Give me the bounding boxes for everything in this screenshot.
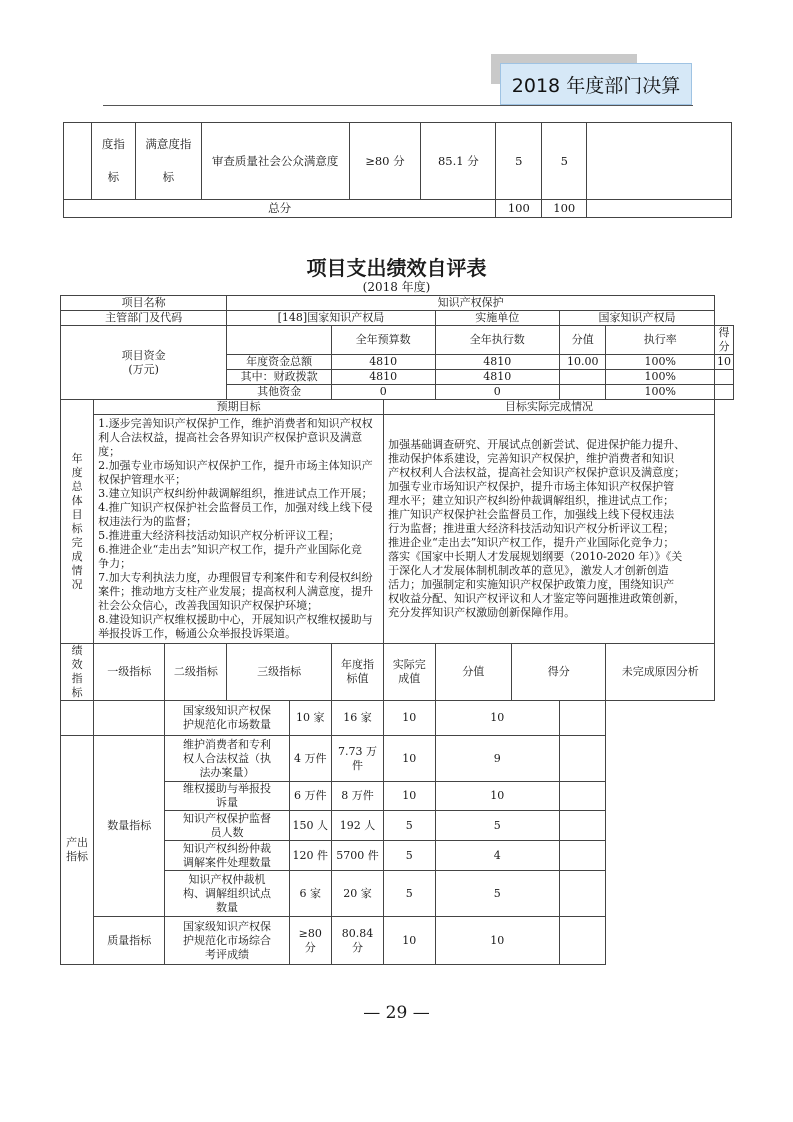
fund-row-exec: 4810 <box>435 355 559 370</box>
perf-l3-cell <box>165 736 289 782</box>
total-blank <box>587 200 732 218</box>
perf-l3-cell <box>165 811 289 841</box>
fund-row-name: 年度资金总额 <box>227 355 332 370</box>
perf-actual <box>331 701 383 736</box>
perf-l1-blank <box>61 701 94 736</box>
fund-row-name: 其他资金 <box>227 385 332 400</box>
reason-cell <box>587 123 732 200</box>
header-rule <box>103 105 693 106</box>
col-get: 得分 <box>715 326 734 355</box>
perf-l3-line: 诉量 <box>216 796 238 809</box>
score-cell: 5 <box>496 123 542 200</box>
text-line: 争力； <box>98 557 132 570</box>
perf-l3-line: 权人合法权益（执 <box>183 751 271 765</box>
perf-l3-line: 法办案量） <box>199 765 255 779</box>
side-char: 成 <box>71 549 83 563</box>
perf-get: 10 <box>435 917 559 965</box>
text-line: 5.推进重大经济科技活动知识产权分析评议工程； <box>98 529 340 542</box>
side-char: 情 <box>71 563 83 577</box>
h-target: 年度指 标值 <box>331 644 383 701</box>
text-line: 利人合法权益，提高社会各界知识产权保护意识及满意 <box>98 431 363 444</box>
perf-actual-line: 5700 件 <box>336 848 379 862</box>
goals-side-label <box>61 400 94 644</box>
fund-row-get <box>715 370 734 385</box>
perf-l3-line: 维权援助与举报投 <box>183 782 271 795</box>
side-char: 年 <box>71 451 83 465</box>
h-score: 分值 <box>435 644 511 701</box>
perf-actual-line: 20 家 <box>343 886 372 900</box>
perf-actual <box>331 736 383 782</box>
perf-l3-line: 数量 <box>216 900 238 914</box>
perf-target: 150 人 <box>289 811 331 841</box>
perf-l3-line: 维护消费者和专利 <box>183 737 271 751</box>
perf-l3-line: 考评成绩 <box>205 947 249 961</box>
impl-label: 实施单位 <box>435 311 559 326</box>
h-l1: 一级指标 <box>94 644 165 701</box>
side-char: 效 <box>71 658 83 671</box>
fund-row-budget: 4810 <box>331 355 435 370</box>
perf-score: 10 <box>384 782 435 811</box>
perf-side-label <box>61 644 94 701</box>
perf-target: 6 万件 <box>289 782 331 811</box>
perf-reason <box>559 841 606 871</box>
perf-reason <box>559 701 606 736</box>
actual-goals-text <box>384 415 715 644</box>
fund-row-score <box>559 385 606 400</box>
perf-score: 10 <box>384 701 435 736</box>
perf-l3-cell <box>165 701 289 736</box>
top-table <box>63 122 732 218</box>
text-line: 8.建设知识产权维权援助中心，开展知识产权维权援助与 <box>98 613 373 626</box>
fund-row-rate: 100% <box>606 370 715 385</box>
text-line: 加强专业市场知识产权保护，提升市场主体知识产权保护管 <box>388 480 675 493</box>
perf-l3-line: 知识产权仲裁机 <box>188 872 266 886</box>
project-name-value: 知识产权保护 <box>227 296 715 311</box>
text-line: 活力；加强制定和实施知识产权保护政策力度，围绕知识产 <box>388 578 675 591</box>
indicator-l1-cell: 度指 标 <box>91 123 135 200</box>
col-score: 分值 <box>559 326 606 355</box>
perf-actual-line: 80.84 <box>341 926 374 940</box>
side-char: 度 <box>71 465 83 479</box>
perf-actual-line: 16 家 <box>343 711 372 724</box>
text-line: 3.建立知识产权纠纷仲裁调解组织，推进试点工作开展； <box>98 487 373 500</box>
header-badge: 2018 年度部门决算 <box>500 63 692 105</box>
text-line: 案件；推动地方支柱产业发展；提高权利人满意度，提升 <box>98 585 374 598</box>
perf-l2-quality: 质量指标 <box>94 917 165 965</box>
col-budget: 全年预算数 <box>331 326 435 355</box>
text-line: 加强基础调查研究、开展试点创新尝试、促进保护能力提升、 <box>388 438 686 451</box>
fund-row-get <box>715 385 734 400</box>
perf-actual <box>331 917 383 965</box>
text-line: 4.推广知识产权保护社会监督员工作，加强对线上线下侵 <box>98 501 373 514</box>
perf-target: 120 件 <box>289 841 331 871</box>
text-line: 7.加大专利执法力度，办理假冒专利案件和专利侵权纠纷 <box>98 571 373 584</box>
get-cell: 5 <box>542 123 587 200</box>
text-line: 推广知识产权保护社会监督员工作，加强线上线下侵权违法 <box>388 508 675 521</box>
perf-actual <box>331 811 383 841</box>
total-score: 100 <box>496 200 542 218</box>
side-char: 体 <box>71 493 83 507</box>
text-line: 权保护管理水平； <box>98 473 187 486</box>
perf-reason <box>559 782 606 811</box>
text-line: 6.推进企业“走出去”知识产权工作，提升产业国际化竞 <box>98 543 362 556</box>
perf-get: 5 <box>435 811 559 841</box>
fund-row-score: 10.00 <box>559 355 606 370</box>
col-exec: 全年执行数 <box>435 326 559 355</box>
perf-actual-line: 件 <box>352 758 363 772</box>
target-value-cell: ≥80 分 <box>349 123 421 200</box>
perf-l2-qty: 数量指标 <box>94 736 165 917</box>
perf-target: 4 万件 <box>289 736 331 782</box>
perf-l3-cell <box>165 917 289 965</box>
h-get: 得分 <box>511 644 606 701</box>
text-line: 1.逐步完善知识产权保护工作，维护消费者和知识产权权 <box>98 417 373 430</box>
perf-reason <box>559 871 606 917</box>
perf-l3-line: 国家级知识产权保 <box>183 919 271 933</box>
perf-target: 6 家 <box>289 871 331 917</box>
perf-get: 5 <box>435 871 559 917</box>
perf-l3-line: 构、调解组织试点 <box>183 886 271 900</box>
fund-row-exec: 4810 <box>435 370 559 385</box>
side-char: 绩 <box>71 644 83 657</box>
perf-target: ≥80 分 <box>289 917 331 965</box>
side-char: 完 <box>71 535 83 549</box>
perf-reason <box>559 736 606 782</box>
perf-get: 4 <box>435 841 559 871</box>
perf-l3-line: 调解案件处理数量 <box>183 855 271 869</box>
perf-score: 5 <box>384 871 435 917</box>
perf-score: 5 <box>384 811 435 841</box>
text-line: 行为监督；推进重大经济科技活动知识产权分析评议工程； <box>388 522 675 535</box>
text-line: 充分发挥知识产权激励创新保障作用。 <box>388 606 576 619</box>
perf-l3-line: 知识产权保护监督 <box>183 811 271 825</box>
indicator-l3-cell: 审查质量社会公众满意度 <box>201 123 349 200</box>
perf-target: 10 家 <box>289 701 331 736</box>
page-number: — 29 — <box>363 1003 430 1023</box>
impl-value: 国家知识产权局 <box>559 311 714 326</box>
fund-row-get: 10 <box>715 355 734 370</box>
actual-goals-header: 目标实际完成情况 <box>384 400 715 415</box>
blank-cell <box>64 123 92 200</box>
text-line: 权收益分配、知识产权评议和人才鉴定等问题推进政策创新， <box>388 592 686 605</box>
perf-reason <box>559 811 606 841</box>
side-char: 况 <box>71 577 83 591</box>
perf-get: 10 <box>435 782 559 811</box>
fund-row-rate: 100% <box>606 385 715 400</box>
total-get: 100 <box>542 200 587 218</box>
text-line: 度； <box>98 445 121 458</box>
perf-score: 5 <box>384 841 435 871</box>
perf-l3-line: 员人数 <box>210 825 244 839</box>
side-char: 总 <box>71 479 83 493</box>
perf-actual-line: 7.73 万 <box>338 744 377 758</box>
perf-score: 10 <box>384 917 435 965</box>
dept-label: 主管部门及代码 <box>61 311 227 326</box>
side-char: 标 <box>71 521 83 535</box>
perf-l3-line: 知识产权纠纷仲裁 <box>183 841 271 855</box>
perf-l2-blank <box>94 701 165 736</box>
perf-l3-cell <box>165 871 289 917</box>
perf-actual <box>331 782 383 811</box>
fund-row-exec: 0 <box>435 385 559 400</box>
side-char: 标 <box>71 686 83 699</box>
perf-get: 9 <box>435 736 559 782</box>
text-line: 落实《国家中长期人才发展规划纲要（2010-2020 年）》《关 <box>388 550 683 563</box>
h-reason: 未完成原因分析 <box>606 644 715 701</box>
text-line: 于深化人才发展体制机制改革的意见》，激发人才创新创造 <box>388 564 669 577</box>
fund-row-score <box>559 370 606 385</box>
perf-l3-line: 护规范化市场数量 <box>183 718 271 731</box>
page-title: 项目支出绩效自评表 <box>306 256 487 280</box>
perf-l3-cell <box>165 841 289 871</box>
text-line: 社会公众信心，改善我国知识产权保护环境； <box>98 599 319 612</box>
project-name-label: 项目名称 <box>61 296 227 311</box>
text-line: 理水平；建立知识产权纠纷仲裁调解组织，推进试点工作； <box>388 494 675 507</box>
perf-l3-cell <box>165 782 289 811</box>
h-l3: 三级指标 <box>227 644 332 701</box>
perf-actual-line: 8 万件 <box>341 789 374 802</box>
perf-l3-line: 国家级知识产权保 <box>183 704 271 717</box>
total-label: 总分 <box>64 200 496 218</box>
text-line: 推动保护体系建设，完善知识产权保护，维护消费者和知识 <box>388 452 675 465</box>
expected-goals-text <box>94 415 384 644</box>
perf-l3-line: 护规范化市场综合 <box>183 933 271 947</box>
fund-row-name: 其中：财政拨款 <box>227 370 332 385</box>
funds-label: 项目资金 (万元) <box>61 326 227 400</box>
page-subtitle: (2018 年度) <box>362 280 431 294</box>
perf-actual-line: 分 <box>352 940 363 954</box>
dept-value: [148]国家知识产权局 <box>227 311 435 326</box>
fund-row-budget: 0 <box>331 385 435 400</box>
perf-actual <box>331 871 383 917</box>
text-line: 2.加强专业市场知识产权保护工作，提升市场主体知识产 <box>98 459 373 472</box>
text-line: 权违法行为的监督； <box>98 515 198 528</box>
actual-value-cell: 85.1 分 <box>421 123 496 200</box>
expected-goals-header: 预期目标 <box>94 400 384 415</box>
perf-score: 10 <box>384 736 435 782</box>
fund-row-budget: 4810 <box>331 370 435 385</box>
fund-row-rate: 100% <box>606 355 715 370</box>
perf-actual <box>331 841 383 871</box>
evaluation-table <box>60 295 734 965</box>
side-char: 目 <box>71 507 83 521</box>
col-rate: 执行率 <box>606 326 715 355</box>
h-l2: 二级指标 <box>165 644 227 701</box>
text-line: 产权权利人合法权益，提高社会知识产权保护意识及满意度； <box>388 466 686 479</box>
perf-reason <box>559 917 606 965</box>
perf-actual-line: 192 人 <box>339 818 376 832</box>
perf-get: 10 <box>435 701 559 736</box>
funds-blank <box>227 326 332 355</box>
indicator-l2-cell: 满意度指 标 <box>135 123 201 200</box>
h-actual: 实际完 成值 <box>384 644 435 701</box>
side-char: 指 <box>71 672 83 685</box>
text-line: 举报投诉工作，畅通公众举报投诉渠道。 <box>98 627 297 640</box>
perf-l1-label: 产出指标 <box>61 736 94 965</box>
text-line: 推进企业“走出去”知识产权工作，提升产业国际化竞争力； <box>388 536 675 549</box>
